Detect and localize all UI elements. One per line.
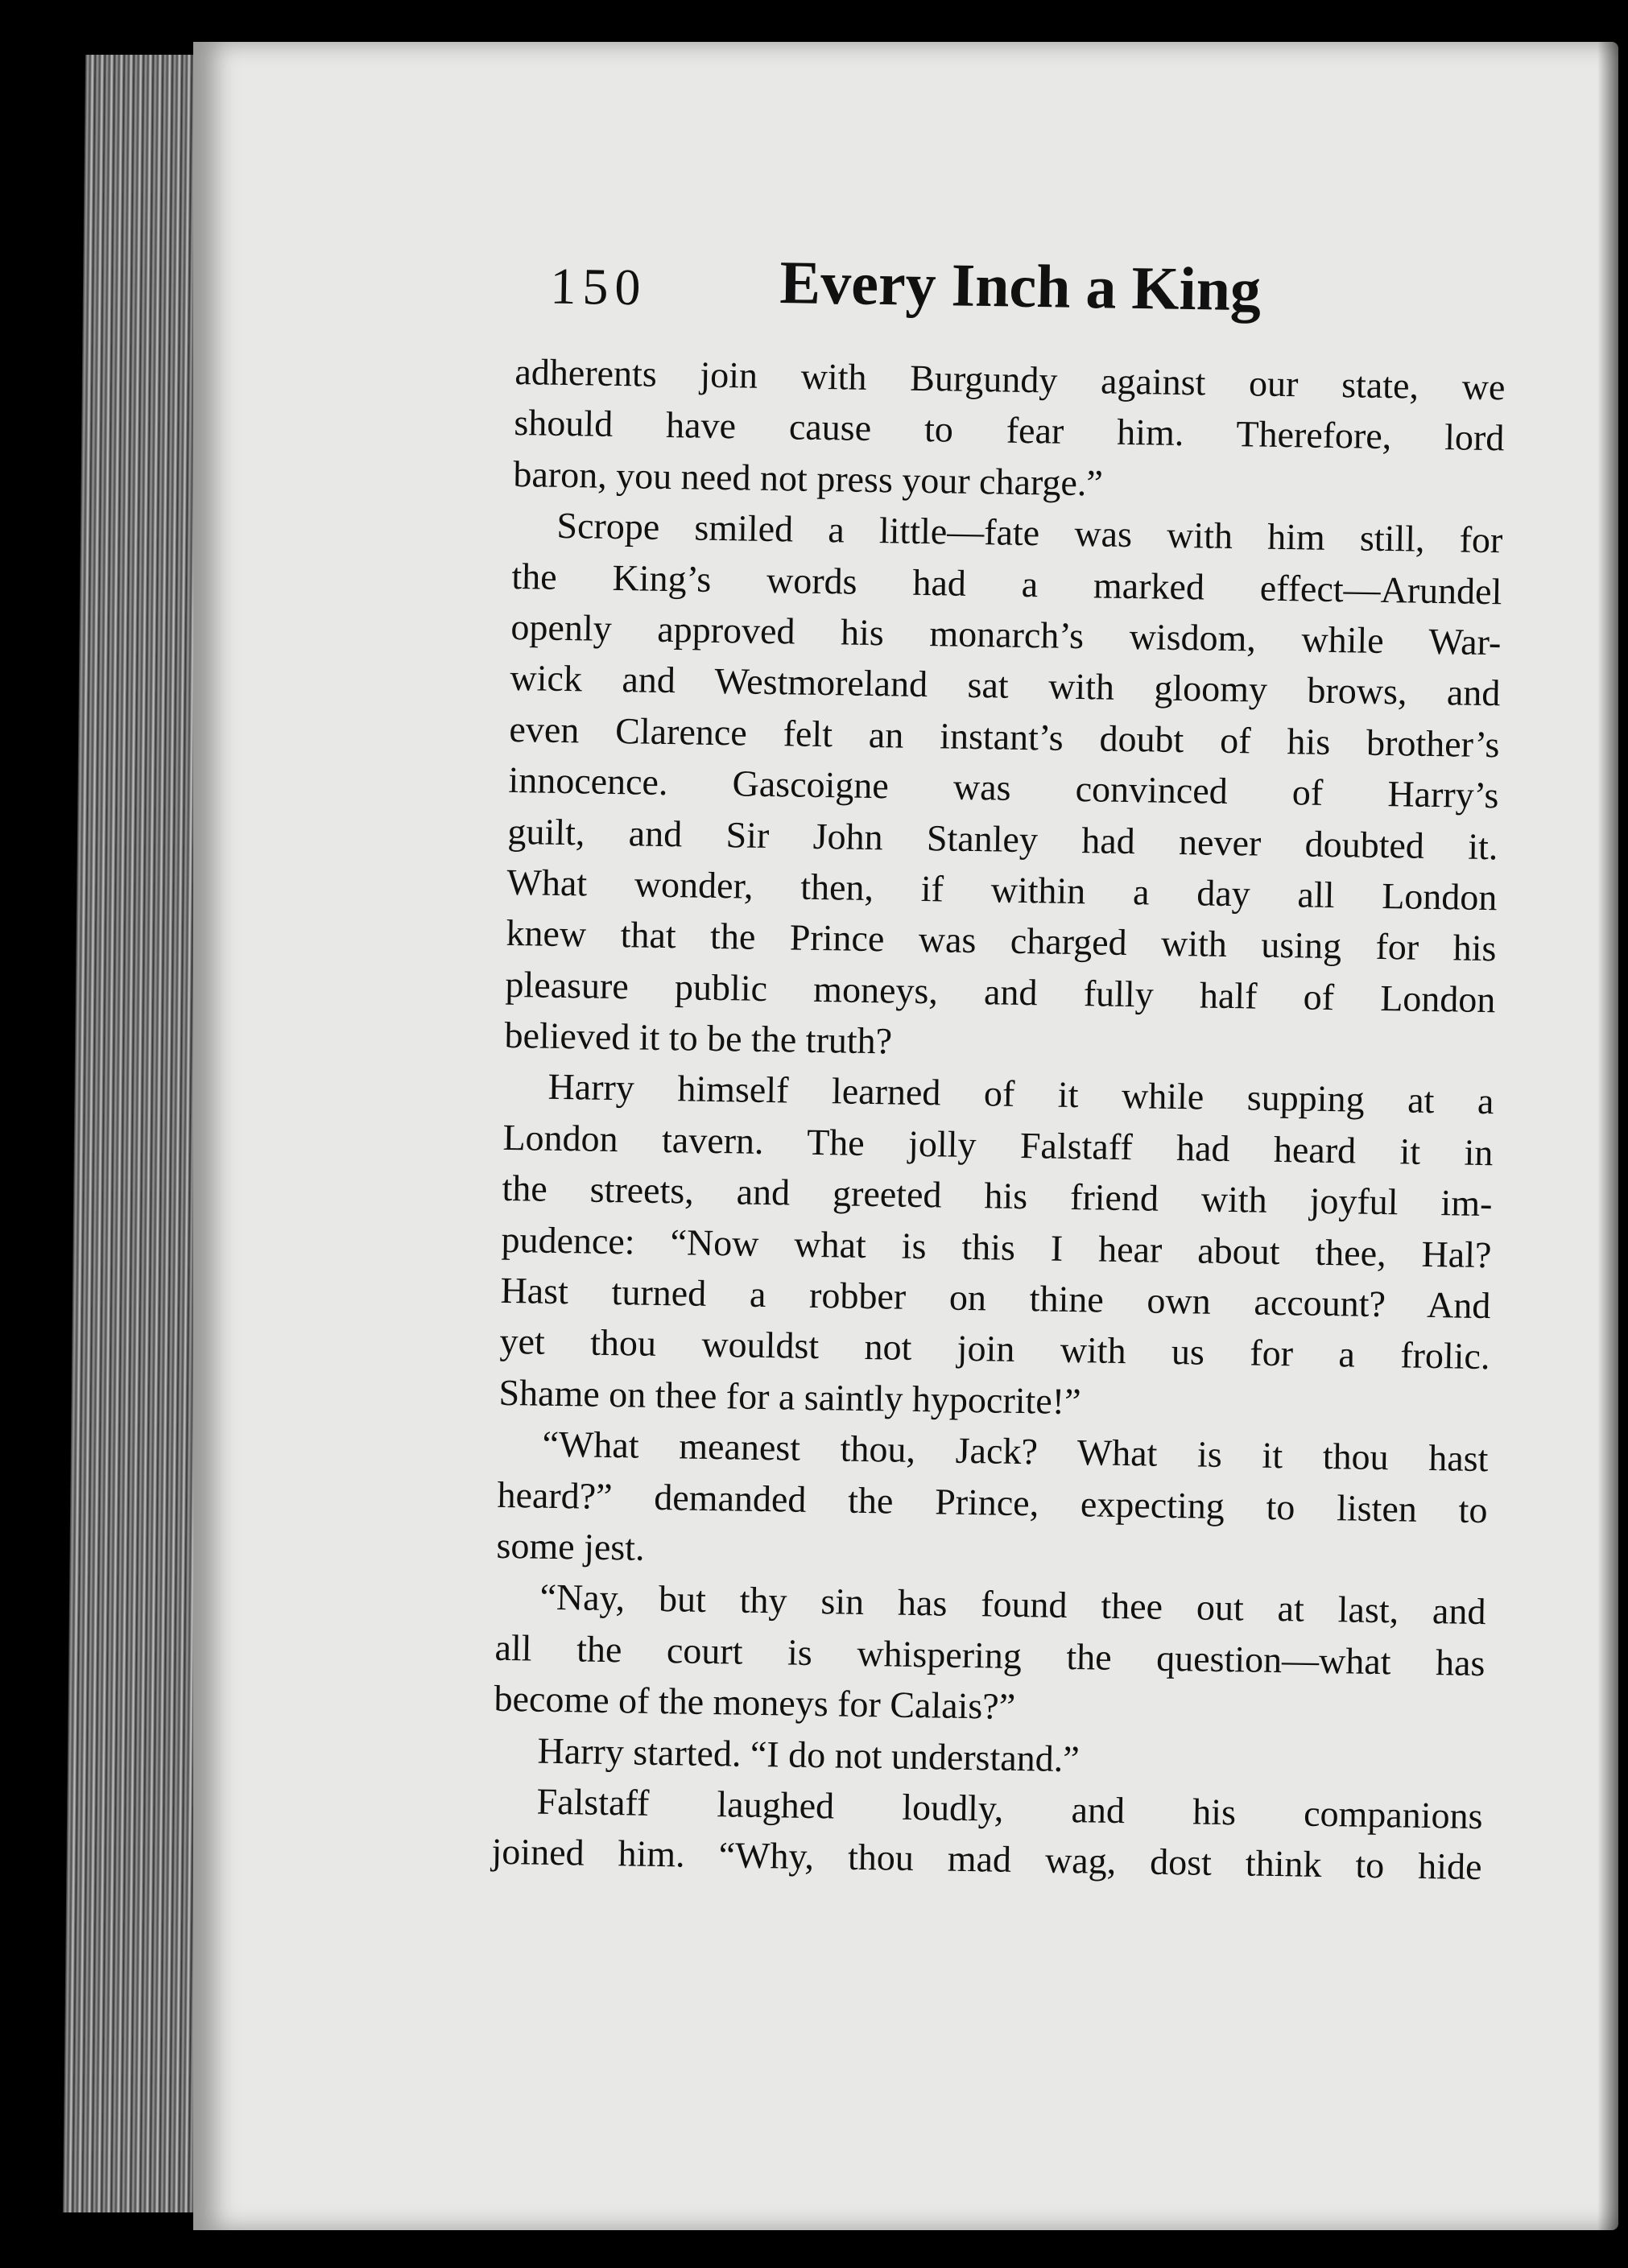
text-line: some jest. bbox=[496, 1524, 645, 1568]
text-line: Harry started. “I do not understand.” bbox=[537, 1729, 1081, 1779]
text-line: innocence. Gascoigne was convinced of Harry’s bbox=[508, 759, 1499, 816]
page-header bbox=[369, 205, 1337, 341]
text-line: yet thou wouldst not join with us for a frolic. bbox=[499, 1320, 1490, 1378]
text-line: What wonder, then, if within a day all London bbox=[506, 861, 1498, 919]
text-line: pudence: “Now what is this I hear about thee, Hal? bbox=[501, 1218, 1492, 1275]
text-line: pleasure public moneys, and fully half of London bbox=[505, 963, 1496, 1020]
text-line: guilt, and Sir John Stanley had never doubted it. bbox=[507, 810, 1498, 867]
text-line: joined him. “Why, thou mad wag, dost think to hide bbox=[491, 1831, 1482, 1888]
running-title: Every Inch a King bbox=[779, 249, 1262, 324]
text-line: heard?” demanded the Prince, expecting to listen to bbox=[497, 1473, 1488, 1531]
text-line: the King’s words had a marked effect—Arundel bbox=[511, 555, 1502, 612]
text-line: Scrope smiled a little—fate was with him still, for bbox=[556, 505, 1503, 561]
text-line: adherents join with Burgundy against our state, we bbox=[514, 350, 1506, 408]
text-line: should have cause to fear him. Therefore, lord bbox=[514, 402, 1505, 459]
text-line: openly approved his monarch’s wisdom, while War- bbox=[510, 605, 1502, 663]
gutter-shadow bbox=[1597, 42, 1618, 2230]
text-line: the streets, and greeted his friend with joyful im- bbox=[502, 1167, 1493, 1225]
text-line: knew that the Prince was charged with using for his bbox=[506, 912, 1497, 969]
text-line: Falstaff laughed loudly, and his companions bbox=[536, 1780, 1483, 1837]
text-line: London tavern. The jolly Falstaff had heard it in bbox=[502, 1116, 1494, 1174]
text-line: even Clarence felt an instant’s doubt of his brother’s bbox=[509, 708, 1500, 765]
text-line: Harry himself learned of it while supping at a bbox=[547, 1066, 1494, 1122]
text-line: Shame on thee for a saintly hypocrite!” bbox=[498, 1371, 1081, 1423]
text-line: become of the moneys for Calais?” bbox=[494, 1677, 1016, 1728]
text-line: wick and Westmoreland sat with gloomy brows, and bbox=[510, 657, 1501, 714]
text-line: baron, you need not press your charge.” bbox=[513, 452, 1104, 504]
text-line: believed it to be the truth? bbox=[504, 1014, 893, 1062]
text-line: Hast turned a robber on thine own account? And bbox=[500, 1269, 1491, 1327]
text-line: “Nay, but thy sin has found thee out at last, and bbox=[539, 1576, 1486, 1633]
page-number: 150 bbox=[549, 257, 647, 316]
text-line: all the court is whispering the question—what has bbox=[494, 1626, 1485, 1683]
body-text bbox=[491, 346, 1506, 1893]
text-line: “What meanest thou, Jack? What is it thou hast bbox=[542, 1423, 1489, 1480]
